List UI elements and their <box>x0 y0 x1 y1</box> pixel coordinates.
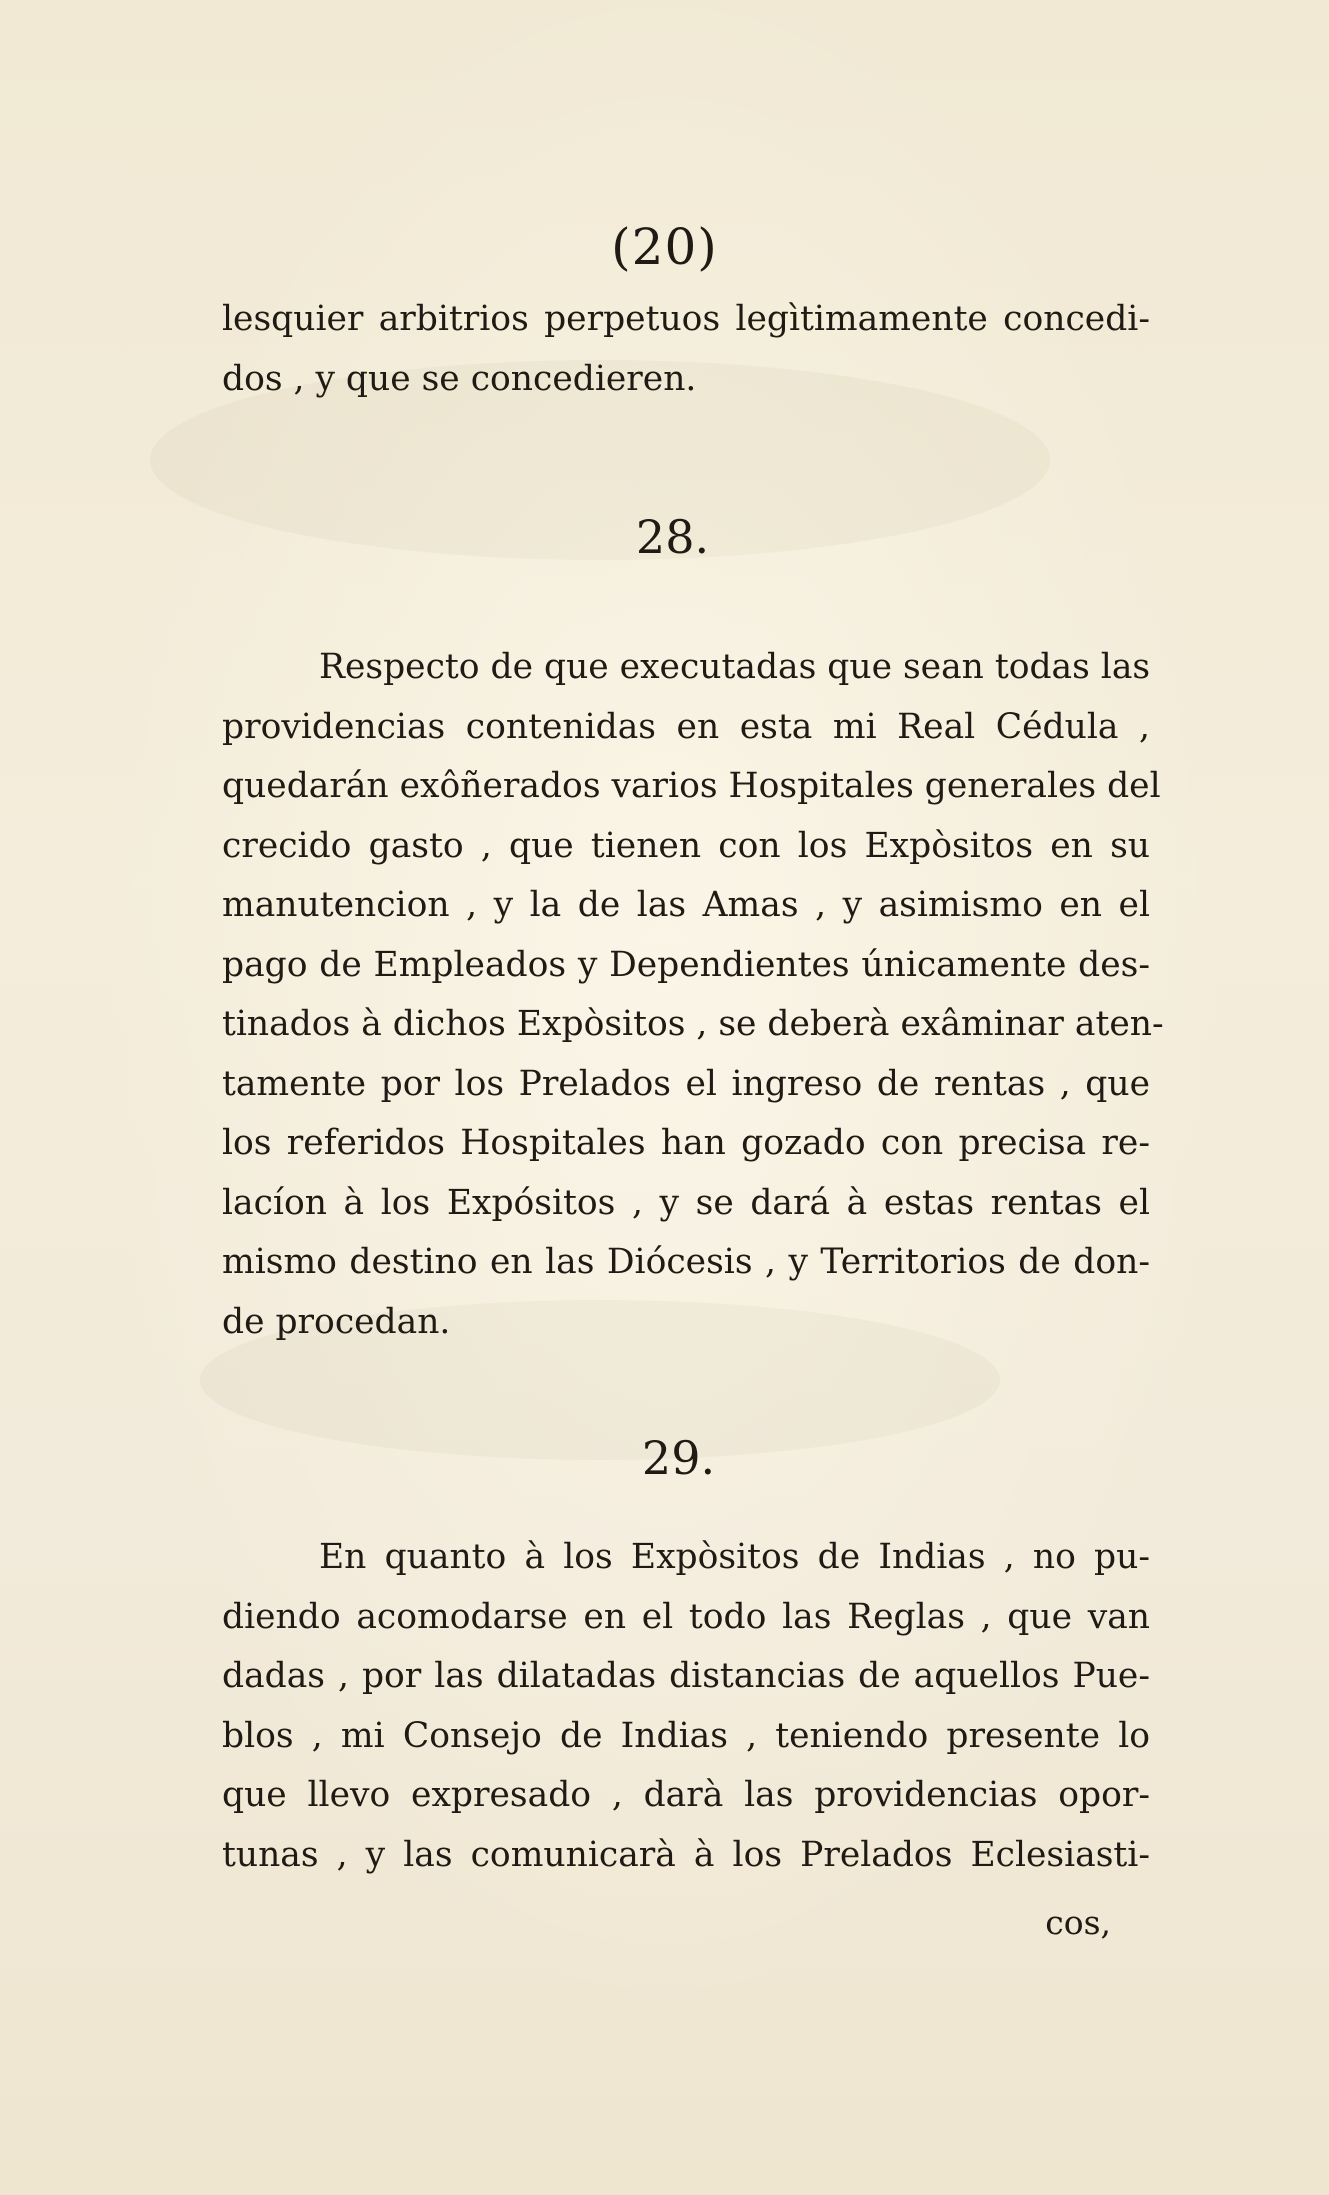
text-line: En quanto à los Expòsitos de Indias , no pu- <box>319 1537 1150 1577</box>
text-line: mismo destino en las Diócesis , y Territorios de don- <box>222 1242 1150 1282</box>
text-line: dadas , por las dilatadas distancias de aquellos Pue- <box>222 1656 1150 1696</box>
text-line: tinados à dichos Expòsitos , se deberà exâminar aten- <box>222 1004 1164 1044</box>
text-line: pago de Empleados y Dependientes únicamente des- <box>222 944 1150 985</box>
paragraph-section-28 <box>222 638 1164 1352</box>
text-line: providencias contenidas en esta mi Real Cédula , <box>222 706 1150 747</box>
paragraph-continuation <box>222 290 1150 409</box>
text-line: blos , mi Consejo de Indias , teniendo presente lo <box>222 1715 1150 1756</box>
text-line: dos , y que se concedieren. <box>222 358 697 399</box>
page-number: (20) <box>611 218 718 276</box>
text-line: Respecto de que executadas que sean todas las <box>319 647 1151 687</box>
text-line: manutencion , y la de las Amas , y asimismo en el <box>222 885 1150 925</box>
text-line: de procedan. <box>222 1301 451 1342</box>
text-line: lacíon à los Expósitos , y se dará à estas rentas el <box>222 1182 1150 1223</box>
text-line: crecido gasto , que tienen con los Expòsitos en su <box>222 825 1150 866</box>
text-line: tamente por los Prelados el ingreso de rentas , que <box>222 1063 1150 1104</box>
text-line: los referidos Hospitales han gozado con precisa re- <box>222 1123 1150 1163</box>
text-line: quedarán exôñerados varios Hospitales generales del <box>222 766 1161 806</box>
text-line: lesquier arbitrios perpetuos legìtimamente concedi- <box>222 299 1150 339</box>
catchword: cos, <box>1045 1903 1111 1942</box>
section-number: 28. <box>635 510 710 564</box>
text-line: que llevo expresado , darà las providencias opor- <box>222 1775 1150 1815</box>
text-line: diendo acomodarse en el todo las Reglas , que van <box>222 1596 1150 1637</box>
paragraph-section-29 <box>222 1528 1150 1885</box>
section-number: 29. <box>641 1431 716 1485</box>
text-line: tunas , y las comunicarà à los Prelados Eclesiasti- <box>222 1834 1150 1875</box>
